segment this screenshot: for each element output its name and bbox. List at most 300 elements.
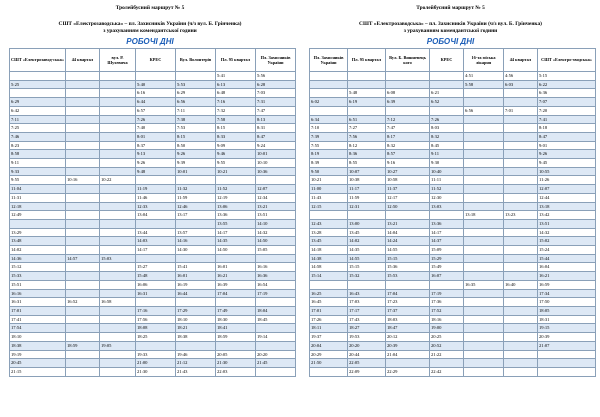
time-cell: 16:52 bbox=[66, 298, 100, 307]
time-cell: 18:59 bbox=[66, 341, 100, 350]
time-cell: 6:22 bbox=[538, 80, 596, 89]
time-cell: 13:45 bbox=[348, 228, 386, 237]
time-cell: 11:11 bbox=[430, 176, 464, 185]
curfew-note: з урахуванням комендантської години bbox=[403, 28, 498, 34]
table-row bbox=[10, 185, 296, 194]
time-cell: 9:48 bbox=[136, 167, 176, 176]
table-row bbox=[310, 341, 596, 350]
timetable-return bbox=[309, 48, 596, 377]
time-cell: 7:01 bbox=[504, 106, 538, 115]
time-cell bbox=[10, 219, 66, 228]
table-row bbox=[10, 254, 296, 263]
time-cell: 16:19 bbox=[176, 280, 216, 289]
time-cell: 9:33 bbox=[10, 167, 66, 176]
time-cell: 15:48 bbox=[136, 272, 176, 281]
table-row bbox=[10, 176, 296, 185]
time-cell bbox=[504, 193, 538, 202]
time-cell bbox=[100, 132, 136, 141]
time-cell: 10:22 bbox=[100, 176, 136, 185]
time-cell: 7:03 bbox=[256, 89, 296, 98]
time-cell: 10:07 bbox=[348, 167, 386, 176]
time-cell bbox=[66, 333, 100, 342]
time-cell: 18:45 bbox=[256, 315, 296, 324]
time-cell: 4:56 bbox=[504, 72, 538, 81]
time-cell: 9:50 bbox=[310, 167, 348, 176]
time-cell bbox=[504, 324, 538, 333]
time-cell: 8:01 bbox=[136, 132, 176, 141]
time-cell: 16:06 bbox=[136, 280, 176, 289]
time-cell bbox=[464, 115, 504, 124]
time-cell: 13:57 bbox=[176, 228, 216, 237]
time-cell: 7:25 bbox=[10, 124, 66, 133]
table-row bbox=[10, 280, 296, 289]
time-cell bbox=[464, 350, 504, 359]
time-cell: 9:11 bbox=[430, 150, 464, 159]
time-cell bbox=[538, 350, 596, 359]
time-cell: 16:40 bbox=[504, 280, 538, 289]
time-cell: 7:26 bbox=[430, 115, 464, 124]
time-cell bbox=[464, 219, 504, 228]
time-cell bbox=[176, 254, 216, 263]
time-cell bbox=[100, 106, 136, 115]
time-cell: 17:36 bbox=[430, 298, 464, 307]
time-cell: 15:51 bbox=[10, 280, 66, 289]
table-row bbox=[10, 211, 296, 220]
time-cell: 7:26 bbox=[136, 115, 176, 124]
time-cell: 11:59 bbox=[176, 193, 216, 202]
time-cell: 5:58 bbox=[464, 80, 504, 89]
time-cell: 16:31 bbox=[10, 298, 66, 307]
time-cell: 6:56 bbox=[176, 98, 216, 107]
time-cell: 7:10 bbox=[310, 124, 348, 133]
time-cell bbox=[386, 211, 430, 220]
time-cell: 15:49 bbox=[430, 263, 464, 272]
time-cell: 18:05 bbox=[538, 306, 596, 315]
time-cell bbox=[464, 237, 504, 246]
time-cell bbox=[386, 280, 430, 289]
time-cell bbox=[100, 150, 136, 159]
time-cell: 21:07 bbox=[538, 341, 596, 350]
time-cell bbox=[348, 280, 386, 289]
table-row bbox=[310, 228, 596, 237]
route-title: Тролейбусний маршрут № 5 bbox=[416, 5, 485, 11]
time-cell: 16:16 bbox=[256, 263, 296, 272]
time-cell bbox=[504, 202, 538, 211]
route-description: СШТ «Електрозаводська» – пл. Захисників України (ч/з вул. Б. Грінченка) bbox=[359, 21, 542, 27]
time-cell: 22:42 bbox=[430, 367, 464, 376]
time-cell: 15:32 bbox=[348, 272, 386, 281]
time-cell: 13:23 bbox=[504, 211, 538, 220]
table-row bbox=[310, 219, 596, 228]
time-cell: 14:16 bbox=[176, 237, 216, 246]
table-row bbox=[10, 219, 296, 228]
time-cell: 14:24 bbox=[386, 237, 430, 246]
time-cell bbox=[504, 141, 538, 150]
table-row bbox=[10, 115, 296, 124]
time-cell bbox=[136, 254, 176, 263]
table-row bbox=[310, 280, 596, 289]
time-cell bbox=[504, 306, 538, 315]
time-cell: 5:40 bbox=[136, 80, 176, 89]
table-row bbox=[10, 237, 296, 246]
table-row bbox=[310, 324, 596, 333]
time-cell: 12:43 bbox=[310, 219, 348, 228]
time-cell bbox=[100, 280, 136, 289]
column-header: Вул. Волонтерів bbox=[176, 49, 216, 72]
time-cell bbox=[464, 246, 504, 255]
table-row bbox=[310, 237, 596, 246]
time-cell: 9:39 bbox=[176, 159, 216, 168]
time-cell bbox=[100, 228, 136, 237]
time-cell bbox=[464, 289, 504, 298]
time-cell: 13:18 bbox=[538, 202, 596, 211]
time-cell bbox=[100, 315, 136, 324]
time-cell: 16:21 bbox=[216, 272, 256, 281]
table-row bbox=[10, 167, 296, 176]
time-cell: 17:43 bbox=[348, 315, 386, 324]
time-cell bbox=[100, 141, 136, 150]
time-cell: 15:12 bbox=[10, 263, 66, 272]
time-cell bbox=[464, 254, 504, 263]
column-header: КРЕС bbox=[136, 49, 176, 72]
time-cell: 17:56 bbox=[136, 315, 176, 324]
table-row bbox=[10, 359, 296, 368]
time-cell: 6:51 bbox=[348, 115, 386, 124]
time-cell: 15:29 bbox=[430, 254, 464, 263]
time-cell bbox=[66, 167, 100, 176]
time-cell: 17:34 bbox=[538, 289, 596, 298]
time-cell bbox=[100, 289, 136, 298]
table-row bbox=[310, 167, 596, 176]
time-cell: 16:16 bbox=[10, 289, 66, 298]
table-row bbox=[10, 159, 296, 168]
time-cell bbox=[464, 315, 504, 324]
time-cell: 6:02 bbox=[310, 98, 348, 107]
time-cell: 14:36 bbox=[10, 254, 66, 263]
time-cell: 14:55 bbox=[386, 246, 430, 255]
time-cell bbox=[310, 72, 348, 81]
time-cell: 12:17 bbox=[386, 193, 430, 202]
time-cell bbox=[310, 89, 348, 98]
table-row bbox=[10, 298, 296, 307]
time-cell: 9:55 bbox=[10, 176, 66, 185]
time-cell bbox=[66, 315, 100, 324]
time-cell: 4:51 bbox=[464, 72, 504, 81]
time-cell: 12:07 bbox=[256, 185, 296, 194]
time-cell: 7:47 bbox=[256, 106, 296, 115]
time-cell: 16:01 bbox=[216, 263, 256, 272]
time-cell: 14:35 bbox=[216, 237, 256, 246]
time-cell: 17:04 bbox=[216, 289, 256, 298]
time-cell: 20:25 bbox=[430, 333, 464, 342]
time-cell: 18:41 bbox=[216, 324, 256, 333]
time-cell bbox=[66, 115, 100, 124]
time-cell bbox=[100, 359, 136, 368]
time-cell bbox=[66, 193, 100, 202]
table-row bbox=[310, 333, 596, 342]
time-cell: 19:05 bbox=[100, 341, 136, 350]
time-cell: 7:31 bbox=[256, 98, 296, 107]
time-cell bbox=[504, 263, 538, 272]
table-row bbox=[310, 350, 596, 359]
time-cell: 6:48 bbox=[216, 89, 256, 98]
time-cell: 7:12 bbox=[386, 115, 430, 124]
time-cell: 18:38 bbox=[176, 333, 216, 342]
time-cell bbox=[504, 167, 538, 176]
time-cell: 9:26 bbox=[538, 150, 596, 159]
table-row bbox=[10, 367, 296, 376]
time-cell bbox=[100, 89, 136, 98]
time-cell: 7:53 bbox=[176, 124, 216, 133]
time-cell bbox=[66, 202, 100, 211]
time-cell bbox=[430, 359, 464, 368]
time-cell bbox=[66, 141, 100, 150]
time-cell: 13:36 bbox=[216, 211, 256, 220]
time-cell: 10:40 bbox=[430, 167, 464, 176]
time-cell: 13:06 bbox=[216, 202, 256, 211]
time-cell: 15:03 bbox=[100, 254, 136, 263]
time-cell: 14:17 bbox=[136, 246, 176, 255]
column-header: вул. Р. Шухевича bbox=[100, 49, 136, 72]
time-cell: 11:32 bbox=[176, 185, 216, 194]
time-cell: 18:10 bbox=[176, 315, 216, 324]
time-cell: 13:21 bbox=[256, 202, 296, 211]
time-cell: 21:15 bbox=[10, 367, 66, 376]
time-cell bbox=[464, 89, 504, 98]
time-cell bbox=[504, 246, 538, 255]
time-cell: 6:03 bbox=[504, 80, 538, 89]
time-cell: 19:19 bbox=[10, 350, 66, 359]
time-cell bbox=[66, 272, 100, 281]
time-cell: 18:30 bbox=[216, 315, 256, 324]
time-cell: 10:58 bbox=[386, 176, 430, 185]
time-cell bbox=[386, 80, 430, 89]
table-row bbox=[10, 315, 296, 324]
time-cell: 20:52 bbox=[430, 341, 464, 350]
table-row bbox=[10, 193, 296, 202]
time-cell: 6:08 bbox=[386, 89, 430, 98]
time-cell bbox=[100, 263, 136, 272]
time-cell: 15:15 bbox=[348, 263, 386, 272]
time-cell: 18:38 bbox=[10, 341, 66, 350]
time-cell: 9:46 bbox=[216, 150, 256, 159]
time-cell bbox=[504, 124, 538, 133]
time-cell bbox=[100, 115, 136, 124]
time-cell: 17:37 bbox=[386, 306, 430, 315]
time-cell: 6:13 bbox=[216, 80, 256, 89]
table-row bbox=[10, 341, 296, 350]
time-cell: 18:10 bbox=[10, 333, 66, 342]
time-cell bbox=[504, 367, 538, 376]
time-cell: 22:29 bbox=[386, 367, 430, 376]
time-cell: 18:27 bbox=[348, 324, 386, 333]
time-cell bbox=[504, 150, 538, 159]
time-cell: 17:19 bbox=[256, 289, 296, 298]
time-cell: 20:05 bbox=[216, 350, 256, 359]
time-cell bbox=[136, 219, 176, 228]
table-row bbox=[10, 106, 296, 115]
time-cell bbox=[464, 132, 504, 141]
column-header: СШТ «Електро-зводська» bbox=[538, 49, 596, 72]
table-row bbox=[10, 289, 296, 298]
time-cell bbox=[176, 72, 216, 81]
time-cell bbox=[504, 289, 538, 298]
table-row bbox=[310, 202, 596, 211]
time-cell: 15:15 bbox=[386, 254, 430, 263]
time-cell bbox=[100, 167, 136, 176]
time-cell bbox=[464, 359, 504, 368]
table-row bbox=[310, 359, 596, 368]
time-cell bbox=[464, 150, 504, 159]
time-cell: 13:18 bbox=[464, 211, 504, 220]
time-cell bbox=[310, 80, 348, 89]
time-cell: 14:50 bbox=[216, 246, 256, 255]
time-cell bbox=[10, 72, 66, 81]
time-cell: 14:02 bbox=[10, 246, 66, 255]
time-cell: 11:52 bbox=[216, 185, 256, 194]
days-label: РОБОЧІ ДНІ bbox=[426, 37, 475, 46]
time-cell: 17:49 bbox=[216, 306, 256, 315]
time-cell: 15:41 bbox=[176, 263, 216, 272]
time-cell: 8:15 bbox=[176, 132, 216, 141]
time-cell: 8:47 bbox=[256, 132, 296, 141]
time-cell: 14:55 bbox=[348, 254, 386, 263]
time-cell: 12:49 bbox=[10, 211, 66, 220]
table-row bbox=[10, 306, 296, 315]
days-label: РОБОЧІ ДНІ bbox=[126, 37, 174, 46]
time-cell bbox=[136, 176, 176, 185]
time-cell: 11:46 bbox=[136, 193, 176, 202]
time-cell bbox=[464, 141, 504, 150]
time-cell: 17:41 bbox=[10, 315, 66, 324]
time-cell bbox=[176, 219, 216, 228]
table-row bbox=[310, 80, 596, 89]
time-cell bbox=[66, 106, 100, 115]
time-cell: 9:16 bbox=[386, 159, 430, 168]
time-cell bbox=[100, 202, 136, 211]
time-cell: 8:47 bbox=[538, 132, 596, 141]
time-cell bbox=[100, 124, 136, 133]
table-row bbox=[310, 150, 596, 159]
time-cell bbox=[176, 341, 216, 350]
time-cell: 8:36 bbox=[348, 150, 386, 159]
time-cell: 8:18 bbox=[538, 124, 596, 133]
time-cell: 8:12 bbox=[348, 141, 386, 150]
time-cell: 7:56 bbox=[348, 132, 386, 141]
time-cell bbox=[100, 306, 136, 315]
table-row bbox=[310, 298, 596, 307]
time-cell bbox=[176, 176, 216, 185]
time-cell: 22:09 bbox=[348, 367, 386, 376]
time-cell: 17:17 bbox=[348, 306, 386, 315]
time-cell bbox=[66, 324, 100, 333]
time-cell: 20:12 bbox=[386, 333, 430, 342]
column-header: Пл. Захисників України bbox=[310, 49, 348, 72]
time-cell: 10:36 bbox=[256, 167, 296, 176]
time-cell bbox=[504, 341, 538, 350]
time-cell bbox=[66, 150, 100, 159]
time-cell: 16:04 bbox=[538, 263, 596, 272]
time-cell bbox=[538, 367, 596, 376]
time-cell bbox=[464, 228, 504, 237]
time-cell bbox=[504, 237, 538, 246]
time-cell: 16:35 bbox=[464, 280, 504, 289]
time-cell: 10:01 bbox=[176, 167, 216, 176]
table-row bbox=[10, 72, 296, 81]
route-title: Тролейбусний маршрут № 5 bbox=[115, 5, 185, 11]
time-cell: 13:42 bbox=[538, 211, 596, 220]
time-cell: 18:11 bbox=[310, 324, 348, 333]
time-cell: 9:24 bbox=[256, 141, 296, 150]
time-cell bbox=[504, 159, 538, 168]
time-cell bbox=[310, 211, 348, 220]
time-cell: 6:57 bbox=[136, 106, 176, 115]
time-cell bbox=[100, 272, 136, 281]
time-cell: 8:31 bbox=[256, 124, 296, 133]
time-cell bbox=[504, 254, 538, 263]
time-cell bbox=[504, 185, 538, 194]
table-row bbox=[310, 246, 596, 255]
time-cell: 21:22 bbox=[430, 350, 464, 359]
time-cell: 14:10 bbox=[256, 219, 296, 228]
time-cell: 13:29 bbox=[10, 228, 66, 237]
time-cell: 6:28 bbox=[256, 80, 296, 89]
time-cell bbox=[100, 159, 136, 168]
time-cell: 14:03 bbox=[136, 237, 176, 246]
time-cell: 20:20 bbox=[256, 350, 296, 359]
time-cell bbox=[100, 98, 136, 107]
time-cell bbox=[256, 367, 296, 376]
time-cell: 16:45 bbox=[310, 298, 348, 307]
time-cell: 5:15 bbox=[538, 72, 596, 81]
time-cell bbox=[386, 106, 430, 115]
time-cell: 7:11 bbox=[10, 115, 66, 124]
time-cell bbox=[66, 98, 100, 107]
time-cell: 12:30 bbox=[430, 193, 464, 202]
time-cell: 13:00 bbox=[348, 219, 386, 228]
time-cell bbox=[66, 80, 100, 89]
time-cell: 12:50 bbox=[386, 202, 430, 211]
time-cell: 5:25 bbox=[10, 80, 66, 89]
time-cell: 5:56 bbox=[256, 72, 296, 81]
time-cell: 8:50 bbox=[176, 141, 216, 150]
time-cell: 16:44 bbox=[176, 289, 216, 298]
time-cell: 14:32 bbox=[538, 228, 596, 237]
time-cell: 11:31 bbox=[10, 193, 66, 202]
time-cell bbox=[504, 298, 538, 307]
time-cell: 18:21 bbox=[176, 324, 216, 333]
time-cell: 7:40 bbox=[136, 124, 176, 133]
time-cell bbox=[100, 185, 136, 194]
time-cell: 7:47 bbox=[386, 124, 430, 133]
table-row bbox=[10, 263, 296, 272]
time-cell bbox=[10, 89, 66, 98]
time-cell bbox=[66, 359, 100, 368]
time-cell bbox=[216, 176, 256, 185]
time-cell bbox=[504, 176, 538, 185]
column-header: Вул. Б. Вишневець кого bbox=[386, 49, 430, 72]
time-cell: 10:21 bbox=[216, 167, 256, 176]
time-cell: 7:32 bbox=[216, 106, 256, 115]
time-cell: 17:04 bbox=[386, 289, 430, 298]
table-row bbox=[310, 193, 596, 202]
time-cell: 9:09 bbox=[216, 141, 256, 150]
time-cell bbox=[66, 280, 100, 289]
time-cell bbox=[100, 237, 136, 246]
time-cell bbox=[464, 124, 504, 133]
time-cell bbox=[504, 228, 538, 237]
time-cell bbox=[310, 280, 348, 289]
